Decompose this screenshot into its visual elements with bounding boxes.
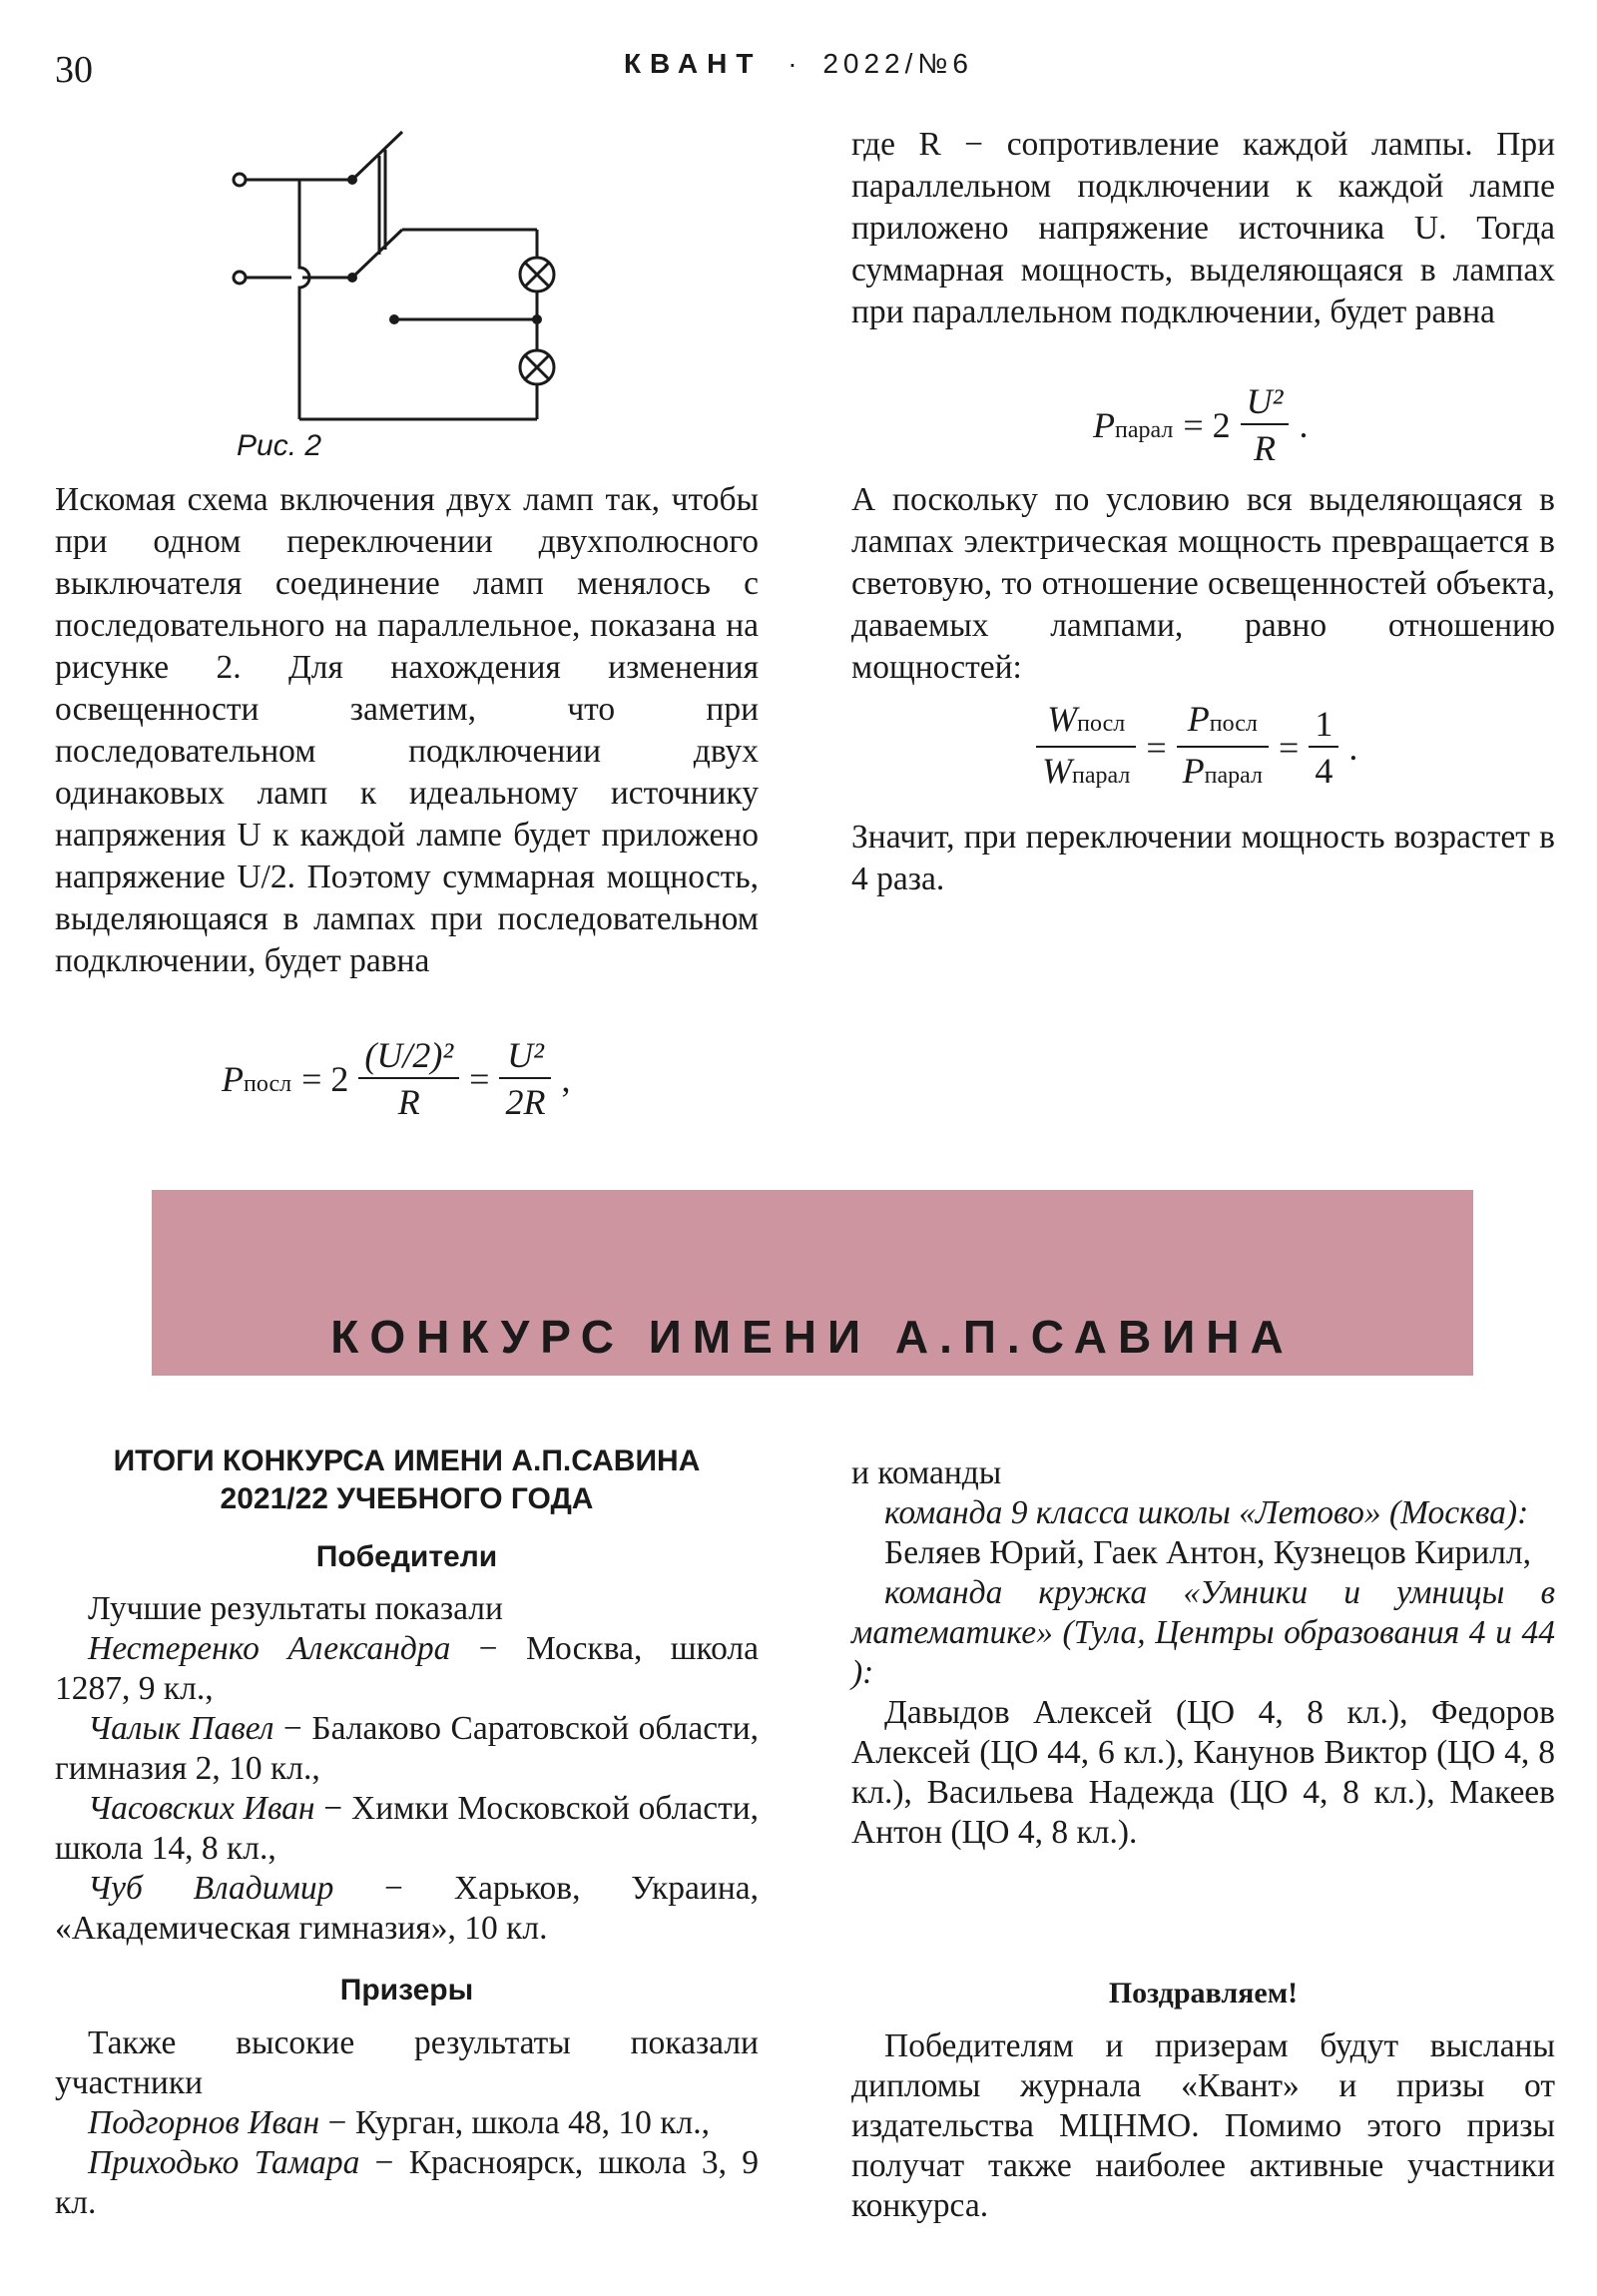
winners-intro: Лучшие результаты показали bbox=[88, 1590, 503, 1627]
fraction bbox=[1177, 697, 1269, 799]
fraction-denominator: R bbox=[397, 1082, 420, 1122]
team-name: команда кружка «Умники и умницы в математике» (Тула, Центры образования 4 и 44 ): bbox=[851, 1574, 1555, 1691]
formula-subscript: посл bbox=[1077, 711, 1126, 737]
formula-symbol: P bbox=[1093, 405, 1115, 445]
list-item bbox=[55, 1789, 759, 1869]
magazine-name: КВАНТ bbox=[623, 48, 763, 79]
section-banner bbox=[152, 1190, 1473, 1376]
formula-equals: = bbox=[469, 1059, 490, 1099]
fraction bbox=[358, 1033, 459, 1125]
fraction bbox=[1309, 702, 1338, 794]
list-item bbox=[55, 1709, 759, 1789]
issue-number: 2022/№6 bbox=[822, 48, 974, 79]
winner-info: − Харьков, Украина, «Академическая гимназия», 10 кл. bbox=[55, 1870, 759, 1947]
results-title bbox=[55, 1442, 759, 1518]
fraction-numerator: P bbox=[1187, 699, 1210, 739]
list-item bbox=[55, 2143, 759, 2223]
fraction-numerator: 1 bbox=[1309, 702, 1338, 748]
formula-subscript: посл bbox=[1209, 711, 1258, 737]
congrats-heading: Поздравляем! bbox=[1108, 1977, 1299, 2009]
team-members: Давыдов Алексей (ЦО 4, 8 кл.), Федоров Алексей (ЦО 44, 6 кл.), Канунов Виктор (ЦО 4, 8 кл.), Васильева Надежда (ЦО 4, 8 кл.), Макеев Антон (ЦО 4, 8 кл.). bbox=[851, 1694, 1555, 1851]
page-number: 30 bbox=[55, 49, 93, 91]
winner-name: Чуб Владимир bbox=[88, 1870, 334, 1907]
fraction-denominator: R bbox=[1254, 428, 1277, 468]
figure-caption: Рис. 2 bbox=[237, 429, 322, 462]
right-column-text bbox=[851, 124, 1555, 333]
congrats-text: Победителям и призерам будут высланы дипломы журнала «Квант» и призы от издательства МЦНМО. Помимо этого призы получат также наиболее активные участники конкурса. bbox=[851, 2027, 1555, 2224]
teams-list bbox=[851, 1453, 1555, 1853]
circuit-diagram bbox=[220, 120, 599, 479]
header-separator: · bbox=[788, 48, 798, 79]
formula-series-power bbox=[222, 1033, 570, 1125]
formula-equals: = bbox=[1146, 728, 1167, 768]
prize-list bbox=[55, 2023, 759, 2223]
winner-name: Часовских Иван bbox=[88, 1790, 315, 1827]
results-title-line-2: 2021/22 УЧЕБНОГО ГОДА bbox=[220, 1482, 594, 1515]
running-head bbox=[0, 48, 1597, 80]
formula-punctuation: , bbox=[561, 1059, 571, 1099]
list-item bbox=[55, 1869, 759, 1949]
terminal-top bbox=[234, 174, 246, 186]
right-column-text-3 bbox=[851, 817, 1555, 900]
formula-punctuation: . bbox=[1299, 405, 1309, 445]
prize-name: Подгорнов Иван bbox=[88, 2104, 320, 2141]
formula-ratio bbox=[1036, 697, 1357, 799]
formula-subscript: парал bbox=[1204, 763, 1263, 789]
formula-punctuation: . bbox=[1348, 728, 1358, 768]
formula-equals: = 2 bbox=[1183, 405, 1231, 445]
paragraph-conclusion: Значит, при переключении мощность возрастет в 4 раза. bbox=[851, 819, 1555, 897]
paragraph-ratio: А поскольку по условию вся выделяющаяся в лампах электрическая мощность превращается в световую, то отношение освещенностей объекта, даваемых лампами, равно отношению мощностей: bbox=[851, 481, 1555, 686]
winner-info: − Балаково Саратовской области, гимназия 2, 10 кл., bbox=[55, 1710, 760, 1787]
winner-info: − Москва, школа 1287, 9 кл., bbox=[55, 1630, 759, 1707]
fraction-denominator: P bbox=[1182, 751, 1205, 791]
fraction-numerator: W bbox=[1047, 699, 1078, 739]
prize-info: − Курган, школа 48, 10 кл., bbox=[319, 2104, 710, 2141]
fraction-denominator: W bbox=[1042, 751, 1072, 791]
fraction-denominator: 2R bbox=[505, 1082, 546, 1122]
paragraph-scheme: Искомая схема включения двух ламп так, чтобы при одном переключении двухполюсного выключателя соединение ламп менялось с последовательного на параллельное, показана на рисунке 2. Для нахождения изменения освещенности заметим, что при последовательном подключении двух одинаковых ламп к идеальному источнику напряжения U к каждой лампе будет приложено напряжение U/2. Поэтому суммарная мощность, выделяющаяся в лампах при последовательном подключении, будет равна bbox=[55, 481, 759, 979]
formula-equals: = 2 bbox=[301, 1059, 349, 1099]
prize-heading: Призеры bbox=[339, 1974, 474, 2007]
banner-title: КОНКУРС ИМЕНИ А.П.САВИНА bbox=[330, 1311, 1295, 1363]
fraction bbox=[499, 1033, 551, 1125]
list-item bbox=[55, 2103, 759, 2143]
formula-subscript: парал bbox=[1072, 763, 1131, 789]
prize-name: Приходько Тамара bbox=[88, 2144, 360, 2181]
winners-heading: Победители bbox=[315, 1540, 498, 1573]
prize-intro: Также высокие результаты показали участники bbox=[55, 2024, 759, 2101]
team-name: команда 9 класса школы «Летово» (Москва): bbox=[884, 1494, 1529, 1531]
fraction-numerator: (U/2)² bbox=[358, 1033, 459, 1079]
prize-info: − Красноярск, школа 3, 9 кл. bbox=[55, 2144, 760, 2221]
formula-symbol: P bbox=[222, 1059, 244, 1099]
fraction-numerator: U² bbox=[1241, 379, 1290, 425]
formula-parallel-power bbox=[1093, 379, 1308, 471]
fraction bbox=[1241, 379, 1290, 471]
winner-name: Чалык Павел bbox=[88, 1710, 274, 1747]
team-members: Беляев Юрий, Гаек Антон, Кузнецов Кирилл, bbox=[884, 1534, 1531, 1571]
winner-info: − Химки Московской области, школа 14, 8 кл., bbox=[55, 1790, 760, 1867]
terminal-bottom bbox=[234, 272, 246, 284]
congrats-text-block bbox=[851, 2026, 1555, 2226]
results-title-line-1: ИТОГИ КОНКУРСА ИМЕНИ А.П.САВИНА bbox=[113, 1444, 701, 1477]
right-column-text-2 bbox=[851, 479, 1555, 689]
formula-equals: = bbox=[1279, 728, 1300, 768]
fraction-numerator: U² bbox=[499, 1033, 551, 1079]
fraction-denominator: 4 bbox=[1315, 751, 1333, 791]
fraction bbox=[1036, 697, 1136, 799]
paragraph-parallel: где R − сопротивление каждой лампы. При параллельном подключении к каждой лампе приложено напряжение источника U. Тогда суммарная мощность, выделяющаяся в лампах при параллельном подключении, будет равна bbox=[851, 126, 1555, 330]
winner-name: Нестеренко Александра bbox=[88, 1630, 451, 1667]
list-item bbox=[55, 1629, 759, 1709]
formula-subscript: посл bbox=[244, 1071, 292, 1097]
left-column-text bbox=[55, 479, 759, 982]
formula-subscript: парал bbox=[1115, 417, 1174, 443]
winners-list bbox=[55, 1589, 759, 1949]
teams-intro: и команды bbox=[851, 1454, 1002, 1491]
